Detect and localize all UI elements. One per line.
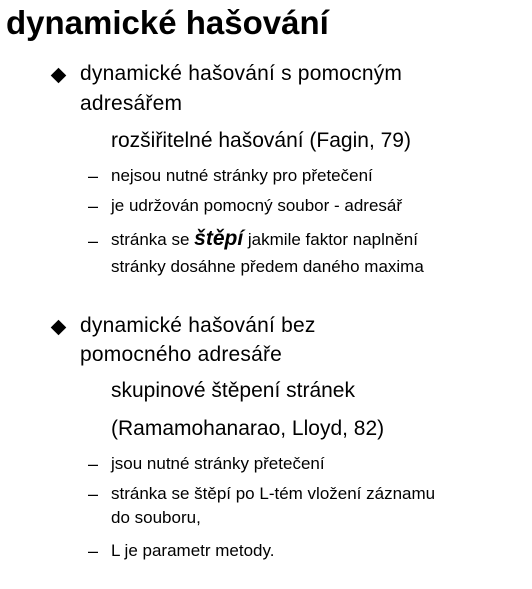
section-2-heading-line-1: dynamické hašování bez xyxy=(80,314,316,337)
dash-marker: – xyxy=(88,484,99,504)
section-1-point-2: je udržován pomocný soubor - adresář xyxy=(111,196,403,215)
section-2-point-3: L je parametr metody. xyxy=(111,541,275,560)
diamond-bullet-icon xyxy=(51,68,67,84)
dash-marker: – xyxy=(88,231,99,251)
dash-marker: – xyxy=(88,166,99,186)
section-2-method-line-1: skupinové štěpení stránek xyxy=(111,379,355,402)
point-text-after: jakmile faktor naplnění xyxy=(243,230,418,249)
section-1-heading-line-2: adresářem xyxy=(80,92,183,115)
dash-marker: – xyxy=(88,541,99,561)
dash-marker: – xyxy=(88,196,99,216)
section-2-point-1: jsou nutné stránky přetečení xyxy=(111,454,325,473)
section-2-point-2-line-1: stránka se štěpí po L-tém vložení záznamu xyxy=(111,484,436,503)
section-2-point-2-line-2: do souboru, xyxy=(111,508,201,527)
slide-title: dynamické hašování xyxy=(6,4,329,41)
section-1-method: rozšiřitelné hašování (Fagin, 79) xyxy=(111,129,411,152)
section-1-heading-line-1: dynamické hašování s pomocným xyxy=(80,62,403,85)
emphasized-word: štěpí xyxy=(194,227,244,250)
section-1-point-3-line-1 xyxy=(111,228,418,251)
section-2-heading-line-2: pomocného adresáře xyxy=(80,343,283,366)
point-text-before: stránka se xyxy=(111,230,195,249)
section-1-point-1: nejsou nutné stránky pro přetečení xyxy=(111,166,373,185)
section-2-method-line-2: (Ramamohanarao, Lloyd, 82) xyxy=(111,417,385,440)
diamond-bullet-icon xyxy=(51,320,67,336)
dash-marker: – xyxy=(88,454,99,474)
section-1-point-3-line-2: stránky dosáhne předem daného maxima xyxy=(111,257,424,276)
